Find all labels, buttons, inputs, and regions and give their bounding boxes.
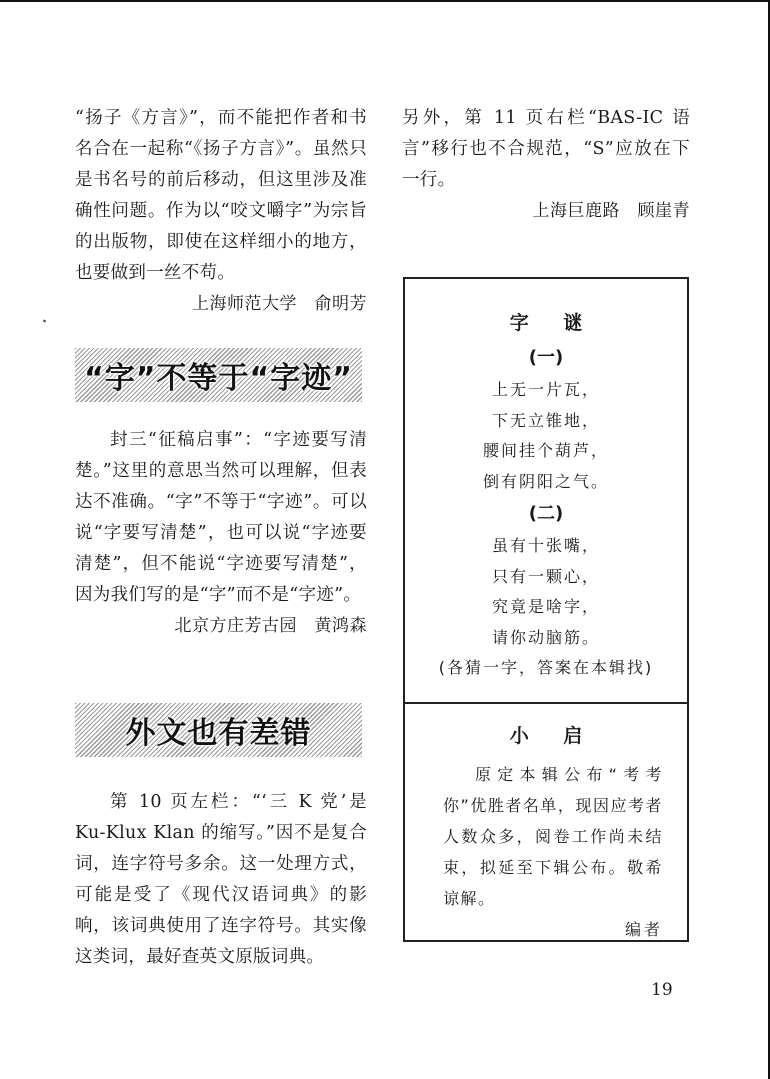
ink-speck xyxy=(43,319,47,322)
box-divider xyxy=(405,702,687,704)
section1-title: “字”不等于“字迹” xyxy=(84,361,353,396)
section1-body xyxy=(75,425,367,641)
notice-paragraph: 原定本辑公布“考考你”优胜者名单，现因应考者人数众多，阅卷工作尚未结束，拟延至下辑公布。敬希谅解。 xyxy=(443,765,663,908)
riddle-section xyxy=(405,309,687,684)
section2-body xyxy=(75,787,367,973)
section1-paragraph: 封三“征稿启事”：“字迹要写清楚。”这里的意思当然可以理解，但表达不准确。“字”不等于“字迹”。可以说“字要写清楚”，也可以说“字迹要清楚”，但不能说“字迹要写清楚”，因为我们写的是“字”而不是“字迹”。 xyxy=(75,430,367,605)
section2-title: 外文也有差错 xyxy=(125,716,312,751)
right-intro-signature: 上海巨鹿路 顾崖青 xyxy=(532,201,690,221)
right-column-intro xyxy=(402,103,690,226)
riddle-note: (各猜一字，答案在本辑找) xyxy=(438,658,654,677)
sidebar-box xyxy=(403,277,689,942)
notice-section xyxy=(443,721,663,945)
notice-title: 小 启 xyxy=(509,725,597,747)
riddle-line: 下无立锥地， xyxy=(491,410,600,430)
riddle-line: 究竟是啥字， xyxy=(491,597,600,616)
notice-signature: 编者 xyxy=(624,920,663,939)
left-intro-signature: 上海师范大学 俞明芳 xyxy=(192,294,367,314)
section2-paragraph: 第 10 页左栏：“‘三 K 党’是 Ku-Klux Klan 的缩写。”因不是复合词，连字符号多余。这一处理方式，可能是受了《现代汉语词典》的影响，该词典使用了连字符号。其实像这类词，最好查英文原版词典。 xyxy=(75,792,367,967)
riddle-part2-label: (二) xyxy=(528,503,564,524)
left-column-intro xyxy=(75,103,367,319)
riddle-line: 虽有十张嘴， xyxy=(491,536,600,555)
riddle-line: 只有一颗心， xyxy=(491,566,600,586)
page-number: 19 xyxy=(651,980,673,1000)
left-intro-paragraph: “扬子《方言》”，而不能把作者和书名合在一起称“《扬子方言》”。虽然只是书名号的前后移动，但这里涉及准确性问题。作为以“咬文嚼字”为宗旨的出版物，即使在这样细小的地方，也要做到一丝不苟。 xyxy=(75,108,367,283)
riddle-title: 字 谜 xyxy=(509,312,597,334)
section1-banner xyxy=(75,348,362,402)
page-border-top xyxy=(0,0,770,2)
riddle-part1-label: (一) xyxy=(528,347,564,368)
right-intro-paragraph: 另外，第 11 页右栏“BAS-IC 语言”移行也不合规范，“S”应放在下一行。 xyxy=(402,108,690,190)
section1-signature: 北京方庄芳古园 黄鸿森 xyxy=(174,616,367,636)
riddle-line: 请你动脑筋。 xyxy=(491,627,600,647)
riddle-line: 上无一片瓦， xyxy=(491,380,600,399)
section2-banner xyxy=(75,703,362,757)
riddle-line: 腰间挂个葫芦， xyxy=(482,441,609,460)
riddle-line: 倒有阴阳之气。 xyxy=(482,471,609,491)
